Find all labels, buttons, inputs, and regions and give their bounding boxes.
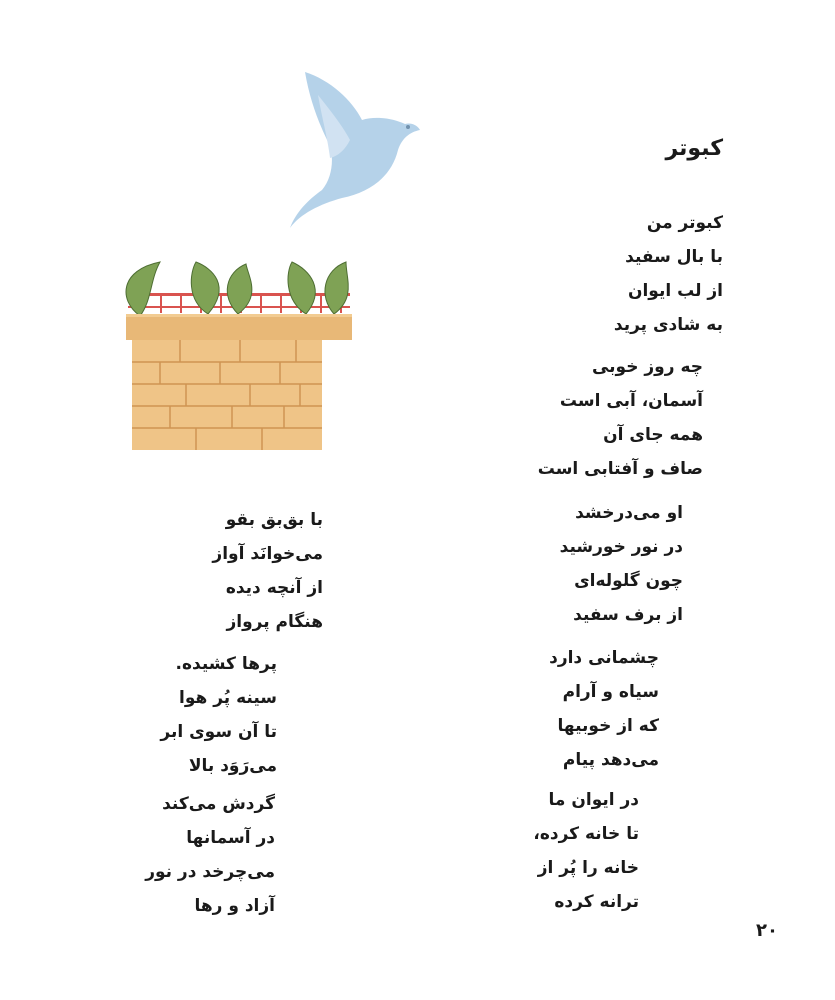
poem-title: کبوتر [665, 136, 723, 161]
dove-illustration [290, 72, 420, 228]
poem-line: سیاه و آرام [562, 682, 659, 702]
poem-line: می‌دهد پیام [562, 750, 659, 770]
poem-line: از برف سفید [573, 605, 683, 625]
poem-line: صاف و آفتابی است [537, 459, 703, 479]
poem-line: هنگام پرواز [226, 612, 323, 632]
stanza-right-3 [560, 496, 683, 632]
stanza-left-1 [212, 503, 323, 639]
stanza-right-4 [549, 641, 659, 777]
poem-line: آسمان، آبی است [559, 391, 703, 411]
poem-line: خانه را پُر از [537, 858, 639, 878]
poem-line: که از خوبیها [557, 716, 659, 736]
poem-line: از آنچه دیده [225, 578, 323, 598]
poem-line: می‌رَوَد بالا [188, 756, 277, 776]
poem-line: از لب ایوان [627, 281, 723, 301]
poem-line: آزاد و رها [194, 896, 275, 916]
poem-line: چشمانی دارد [549, 648, 659, 668]
poem-line: در آسمانها [186, 828, 275, 848]
poem-line: چون گلوله‌ای [574, 571, 683, 591]
poem-line: کبوتر من [646, 213, 723, 233]
poem-line: پرها کشیده. [175, 654, 277, 674]
poem-line: در ایوان ما [548, 790, 639, 810]
poem-line: سینه پُر هوا [179, 688, 277, 708]
poem-line: با بق‌بق بقو [225, 510, 323, 530]
poem-line: چه روز خوبی [591, 357, 703, 377]
poem-line: همه جای آن [603, 425, 703, 445]
poem-line: تا آن سوی ابر [160, 722, 277, 742]
stanza-right-1 [614, 206, 723, 342]
poem-line: با بال سفید [625, 247, 723, 267]
poem-line: در نور خورشید [559, 537, 683, 557]
poem-line: ترانه کرده [554, 892, 639, 912]
poem-line: تا خانه کرده، [533, 824, 639, 844]
poem-line: می‌چرخد در نور [145, 862, 275, 882]
poem-line: می‌خوانَد آواز [212, 544, 323, 564]
stanza-right-2 [538, 350, 703, 486]
poem-line: گردش می‌کند [162, 794, 275, 814]
balcony-wall-illustration [126, 262, 352, 450]
stanza-right-5 [533, 783, 639, 919]
stanza-left-3 [145, 787, 275, 923]
page-number: ۲۰ [756, 920, 778, 941]
stanza-left-2 [160, 647, 277, 783]
poem-line: او می‌درخشد [575, 503, 683, 523]
poem-line: به شادی پرید [613, 315, 723, 335]
